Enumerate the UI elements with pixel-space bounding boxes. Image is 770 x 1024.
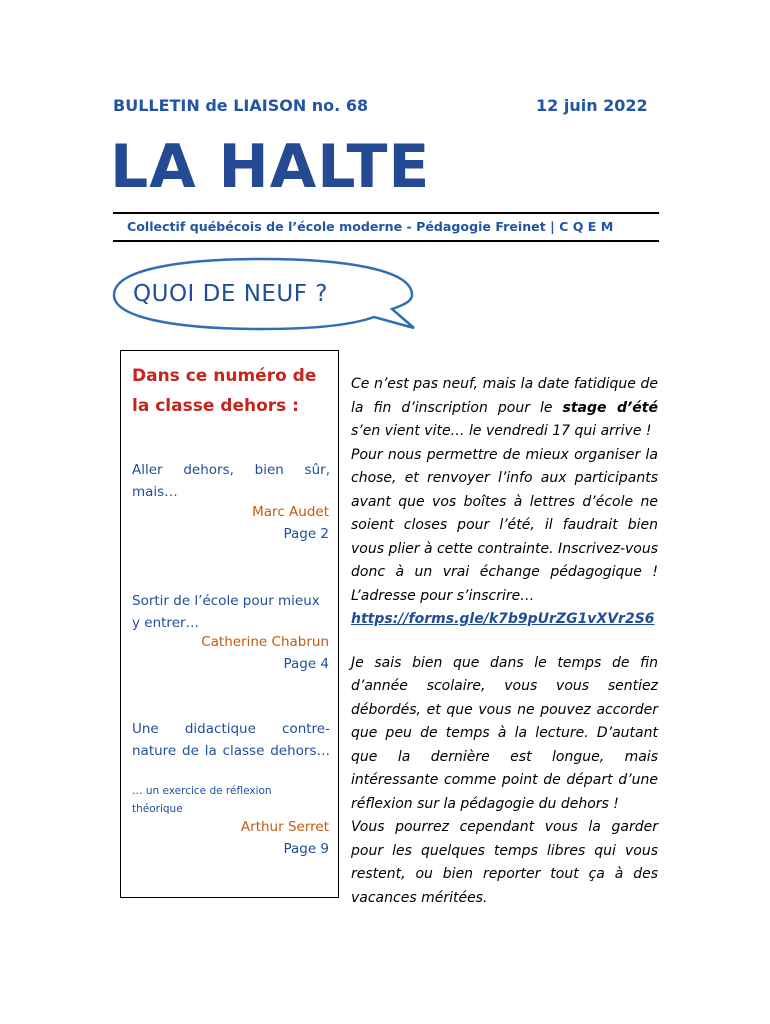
issue-date: 12 juin 2022 [536, 96, 648, 115]
paragraph [351, 608, 658, 632]
toc-item-title: Sortir de l’école pour mieux y entrer… [132, 593, 320, 631]
toc-item-page: Page 4 [283, 656, 329, 672]
toc-item-page: Page 9 [283, 841, 329, 857]
article-column [351, 373, 658, 910]
paragraph: Pour nous permettre de mieux organiser la chose, et renvoyer l’info aux participants avant que vos boîtes à lettres d’école ne soient closes pour l’été, il faudrait bien vous plier à cette contrainte. Inscrivez-vous donc à un vrai échange pédagogique ! L’adresse pour s’inscrire… [351, 446, 659, 604]
paragraph-text: s’en vient vite… le vendredi 17 qui arrive ! [351, 423, 652, 439]
rule-bottom [113, 240, 659, 242]
toc-item-note: … un exercice de réflexion théorique [132, 785, 272, 815]
paragraph-text: Ce n’est pas neuf, mais la date fatidique de la fin d’inscription pour le [351, 376, 658, 416]
emphasis-text: stage d’été [562, 399, 658, 416]
bulletin-number: BULLETIN de LIAISON no. 68 [113, 96, 369, 115]
toc-item-author: Catherine Chabrun [201, 634, 329, 650]
toc-heading: Dans ce numéro de la classe dehors : [132, 366, 317, 416]
registration-link[interactable]: https://forms.gle/k7b9pUrZG1vXVr2S6 [351, 611, 655, 627]
toc-item-title: Aller dehors, bien sûr, mais… [132, 462, 330, 500]
paragraph: Vous pourrez cependant vous la garder pour les quelques temps libres qui vous restent, ou bien reporter tout ça à des vacances méritées. [351, 819, 658, 906]
rule-top [113, 212, 659, 214]
newsletter-title: LA HALTE [110, 132, 431, 202]
bubble-text: QUOI DE NEUF ? [133, 281, 329, 307]
toc-item-page: Page 2 [283, 526, 329, 542]
toc-item-title: Une didactique contre-nature de la classe dehors… [132, 721, 330, 759]
paragraph: Je sais bien que dans le temps de fin d’année scolaire, vous vous sentiez débordés, et que vous ne pouvez accorder que peu de temps à la lecture. D’autant que la dernière est longue, mais intéressante comme point de départ d’une réflexion sur la pédagogie du dehors ! [351, 654, 658, 812]
newsletter-subtitle: Collectif québécois de l’école moderne - Pédagogie Freinet | C Q E M [127, 219, 614, 234]
toc-item-author: Marc Audet [252, 504, 329, 520]
paragraph [351, 373, 658, 444]
toc-item-author: Arthur Serret [240, 819, 329, 835]
